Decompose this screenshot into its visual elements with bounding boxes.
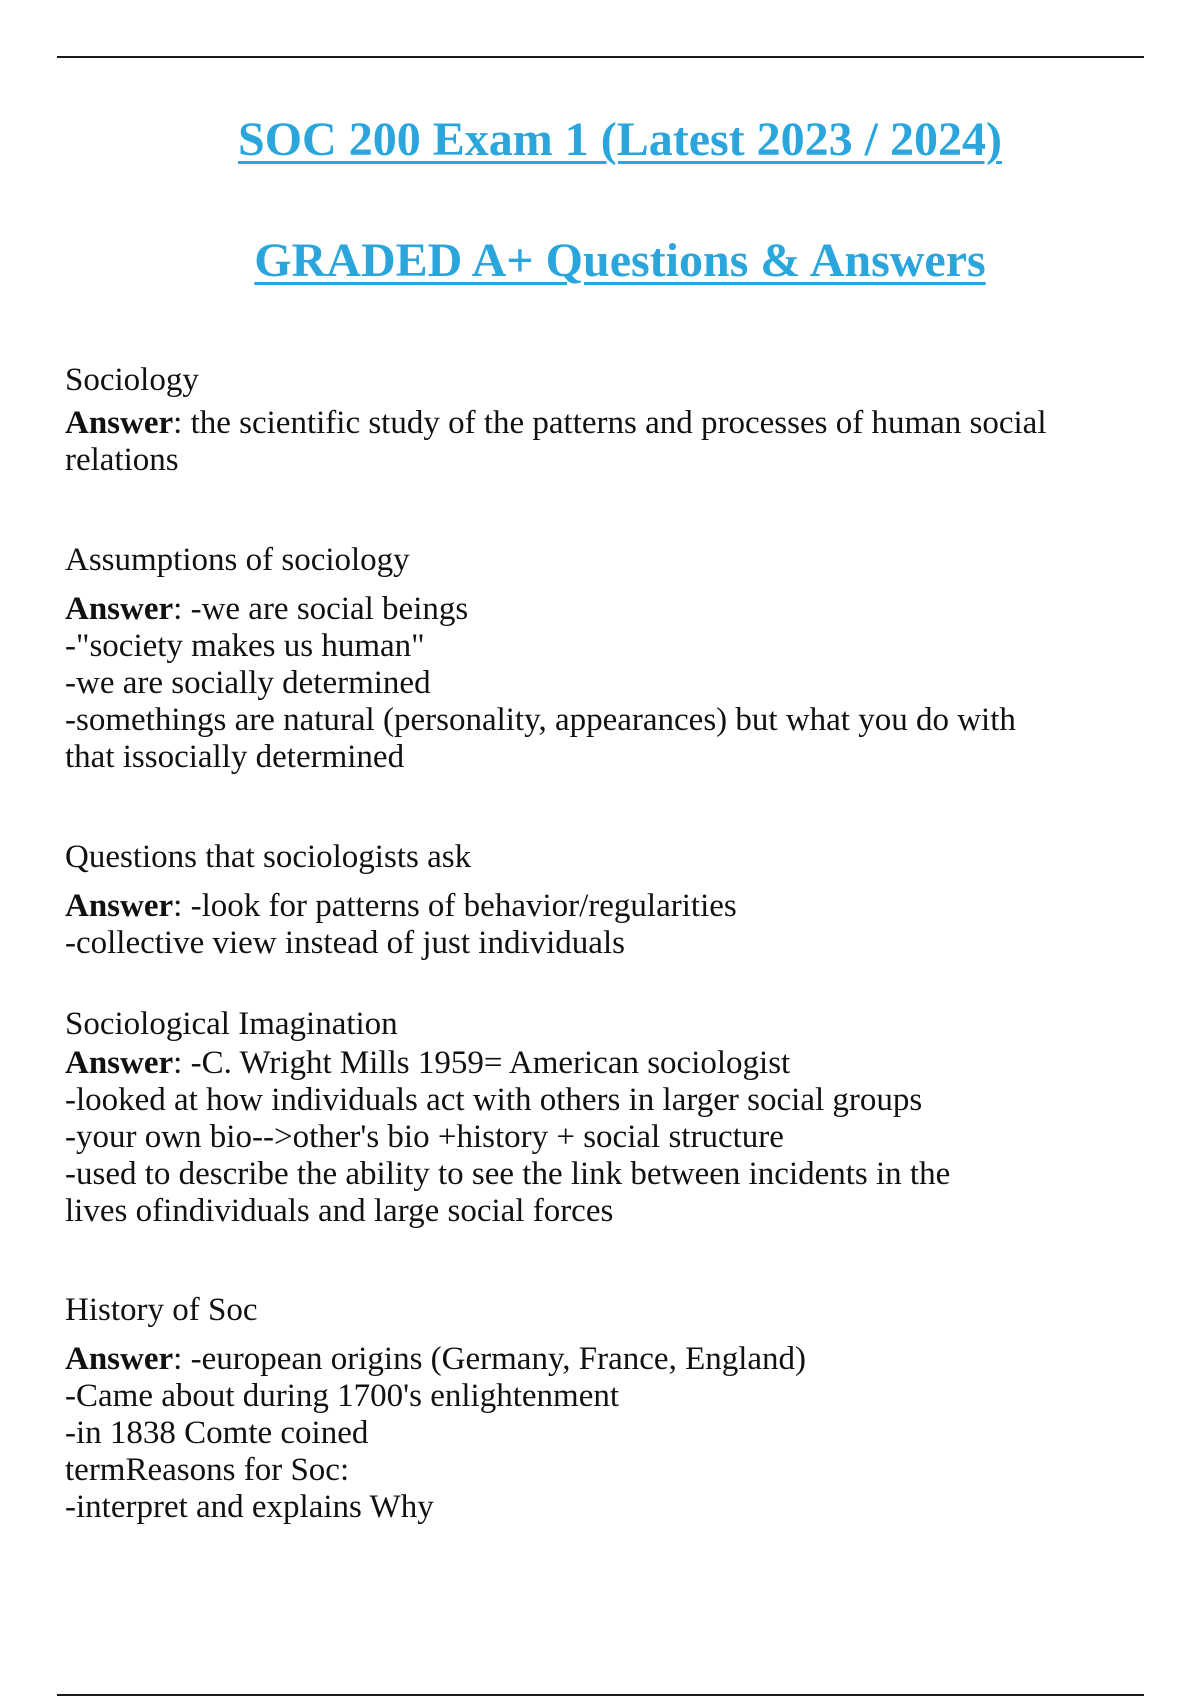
answer-line: lives ofindividuals and large social forces — [65, 1193, 614, 1229]
answer-text: the scientific study of the patterns and processes of human social — [190, 405, 1047, 441]
answer-line: Answer: the scientific study of the patterns and processes of human social — [65, 405, 1047, 441]
answer-label: Answer — [65, 888, 174, 924]
answer-line: -used to describe the ability to see the link between incidents in the — [65, 1156, 951, 1192]
answer-line: termReasons for Soc: — [65, 1452, 350, 1488]
qa-item — [65, 1292, 1150, 1526]
answer-label: Answer — [65, 591, 174, 627]
answer-text: -C. Wright Mills 1959= American sociologist — [190, 1045, 791, 1081]
qa-item — [65, 839, 1150, 962]
answer-line: -looked at how individuals act with others in larger social groups — [65, 1082, 923, 1118]
answer-text: -european origins (Germany, France, England) — [190, 1341, 807, 1377]
answer-line: Answer: -european origins (Germany, France, England) — [65, 1341, 807, 1377]
answer-line: -collective view instead of just individuals — [65, 925, 625, 961]
answer-text: -we are social beings — [190, 591, 469, 627]
qa-item — [65, 542, 1150, 776]
question-text: Sociology — [65, 362, 199, 398]
answer-line: -your own bio-->other's bio +history + social structure — [65, 1119, 784, 1155]
answer-line: that issocially determined — [65, 739, 405, 775]
document-subtitle — [0, 234, 1200, 287]
answer-line: -somethings are natural (personality, appearances) but what you do with — [65, 702, 1016, 738]
top-rule — [57, 56, 1144, 58]
answer-line: Answer: -look for patterns of behavior/regularities — [65, 888, 737, 924]
answer-block — [65, 591, 1150, 776]
question-text: History of Soc — [65, 1292, 258, 1328]
answer-label: Answer — [65, 1341, 174, 1377]
answer-text: -look for patterns of behavior/regularities — [190, 888, 737, 924]
qa-item — [65, 362, 1150, 479]
answer-line: Answer: -C. Wright Mills 1959= American sociologist — [65, 1045, 791, 1081]
document-title — [0, 113, 1200, 166]
answer-block — [65, 1045, 1150, 1230]
answer-line: -we are socially determined — [65, 665, 431, 701]
bottom-rule — [57, 1694, 1144, 1696]
answer-label: Answer — [65, 1045, 174, 1081]
answer-block — [65, 405, 1150, 479]
answer-line: -Came about during 1700's enlightenment — [65, 1378, 620, 1414]
answer-line: relations — [65, 442, 179, 478]
question-text: Questions that sociologists ask — [65, 839, 472, 875]
question-text: Sociological Imagination — [65, 1006, 398, 1042]
title-line-2: GRADED A+ Questions & Answers — [254, 234, 986, 287]
answer-block — [65, 1341, 1150, 1526]
qa-item — [65, 1006, 1150, 1230]
answer-line: -"society makes us human" — [65, 628, 425, 664]
question-text: Assumptions of sociology — [65, 542, 410, 578]
answer-line: -interpret and explains Why — [65, 1489, 434, 1525]
answer-block — [65, 888, 1150, 962]
answer-line: Answer: -we are social beings — [65, 591, 469, 627]
answer-line: -in 1838 Comte coined — [65, 1415, 369, 1451]
answer-label: Answer — [65, 405, 174, 441]
title-line-1: SOC 200 Exam 1 (Latest 2023 / 2024) — [238, 113, 1002, 166]
